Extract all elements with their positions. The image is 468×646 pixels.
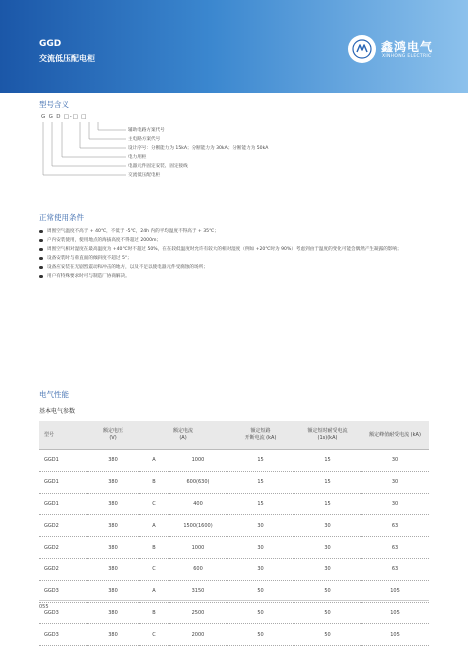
table-cell: 15 (227, 450, 294, 472)
table-cell: 380 (87, 580, 139, 602)
table-cell: 30 (294, 537, 361, 559)
table-cell: 400 (169, 493, 227, 515)
table-cell: 63 (361, 515, 429, 537)
column-header: 额定峰值耐受电流 (kA) (361, 421, 429, 450)
table-cell: 105 (361, 602, 429, 624)
conditions-section-title: 正常使用条件 (39, 213, 84, 222)
electrical-params-table (39, 421, 429, 646)
list-item: 设备应安装在无剧烈震动和冲击的地方，以及不足以使电器元件受腐蚀的场所； (39, 263, 439, 272)
model-desc-item: 辅助电路方案代号 (128, 128, 165, 133)
table-cell: 30 (361, 471, 429, 493)
list-item: 周围空气相对湿度在最高温度为 +40℃时不超过 50%，在在较低温度时允许有较大的相对湿度（例如 +20℃时为 90%）考虑到由于温度的变化可能会偶然产生凝露的影响； (39, 245, 439, 254)
model-designation-lines (0, 0, 468, 200)
electrical-subsection-title: 基本电气参数 (39, 408, 76, 415)
table-cell: GGD1 (39, 471, 87, 493)
list-item: 周围空气温度不高于 + 40℃，不低于 -5℃，24h 内的平均温度不得高于 + 35℃； (39, 227, 439, 236)
table-cell: 2500 (169, 602, 227, 624)
table-row (39, 558, 429, 580)
table-cell: 600 (169, 558, 227, 580)
table-cell: 30 (227, 515, 294, 537)
table-cell: GGD1 (39, 493, 87, 515)
table-row (39, 537, 429, 559)
bullet-icon (39, 248, 43, 252)
table-cell: 600(630) (169, 471, 227, 493)
table-cell: 380 (87, 602, 139, 624)
table-header-row (39, 421, 429, 450)
page-number: 055 (39, 604, 49, 610)
table-cell: GGD2 (39, 558, 87, 580)
table-cell: 380 (87, 624, 139, 646)
list-item: 用户有特殊要求时可与制造厂协商解决。 (39, 272, 439, 281)
table-cell: 380 (87, 537, 139, 559)
table-cell: 15 (227, 493, 294, 515)
table-cell: 2000 (169, 624, 227, 646)
table-cell: GGD1 (39, 450, 87, 472)
table-cell: A (139, 450, 169, 472)
header-title-name: 交流低压配电柜 (39, 54, 95, 63)
table-cell: GGD2 (39, 537, 87, 559)
table-cell: 15 (294, 450, 361, 472)
table-cell: 50 (227, 580, 294, 602)
model-desc-item: 交流低压配电柜 (128, 173, 161, 178)
table-cell: C (139, 558, 169, 580)
column-header: 型号 (39, 421, 87, 450)
table-cell: 30 (361, 450, 429, 472)
electrical-section-title: 电气性能 (39, 390, 69, 399)
table-row (39, 580, 429, 602)
bullet-icon (39, 230, 43, 234)
table-cell: C (139, 624, 169, 646)
bullet-icon (39, 275, 43, 279)
table-cell: GGD3 (39, 624, 87, 646)
table-cell: GGD3 (39, 580, 87, 602)
table-cell: GGD2 (39, 515, 87, 537)
table-cell: 105 (361, 580, 429, 602)
model-code: G G D □-□ □ (41, 114, 88, 120)
table-cell: B (139, 471, 169, 493)
table-cell: B (139, 602, 169, 624)
column-header: 额定电压 (V) (87, 421, 139, 450)
table-cell: A (139, 580, 169, 602)
model-desc-item: 主电路方案代号 (128, 137, 161, 142)
table-cell: 105 (361, 624, 429, 646)
table-cell: GGD3 (39, 602, 87, 624)
table-cell: 3150 (169, 580, 227, 602)
table-cell: 30 (227, 558, 294, 580)
table-row (39, 450, 429, 472)
table-cell: 1500(1600) (169, 515, 227, 537)
list-item: 设备安装时与垂直面的倾斜度不超过 5°； (39, 254, 439, 263)
bullet-icon (39, 266, 43, 270)
column-header: 额定短路 开断电流 (kA) (227, 421, 294, 450)
model-desc-item: 电器元件固定安装、固定接线 (128, 164, 188, 169)
table-cell: B (139, 537, 169, 559)
table-cell: 30 (294, 515, 361, 537)
table-row (39, 471, 429, 493)
table-cell: 380 (87, 450, 139, 472)
table-cell: 1000 (169, 537, 227, 559)
column-header: 额定短时耐受电流 (1s)(kA) (294, 421, 361, 450)
model-desc-item: 设计序号：分断能力为 15kA；分断能力为 30kA；分断能力为 50kA (128, 146, 269, 151)
table-row (39, 624, 429, 646)
table-cell: 380 (87, 493, 139, 515)
table-cell: 63 (361, 558, 429, 580)
table-cell: 50 (294, 624, 361, 646)
model-section-title: 型号含义 (39, 100, 69, 109)
header-title-code: GGD (39, 39, 62, 49)
company-brand: 鑫鸿电气 (381, 40, 434, 54)
table-cell: 50 (294, 580, 361, 602)
table-cell: 380 (87, 515, 139, 537)
table-cell: A (139, 515, 169, 537)
table-cell: C (139, 493, 169, 515)
table-cell: 50 (294, 602, 361, 624)
table-cell: 30 (227, 537, 294, 559)
table-cell: 30 (294, 558, 361, 580)
table-cell: 1000 (169, 450, 227, 472)
table-cell: 63 (361, 537, 429, 559)
table-cell: 15 (227, 471, 294, 493)
table-cell: 50 (227, 624, 294, 646)
bullet-icon (39, 257, 43, 261)
company-brand-en: XINHONG ELECTRIC (382, 54, 432, 59)
table-cell: 50 (227, 602, 294, 624)
bullet-icon (39, 239, 43, 243)
table-row (39, 515, 429, 537)
table-cell: 30 (361, 493, 429, 515)
list-item: 户内安装使用，使用地点的海拔高度不得超过 2000m； (39, 236, 439, 245)
table-row (39, 493, 429, 515)
model-desc-item: 电力用柜 (128, 155, 147, 160)
table-cell: 380 (87, 471, 139, 493)
footer-divider (39, 600, 429, 601)
column-header: 额定电流 (A) (139, 421, 227, 450)
table-cell: 380 (87, 558, 139, 580)
table-cell: 15 (294, 471, 361, 493)
table-cell: 15 (294, 493, 361, 515)
conditions-list (39, 227, 439, 281)
table-row (39, 602, 429, 624)
